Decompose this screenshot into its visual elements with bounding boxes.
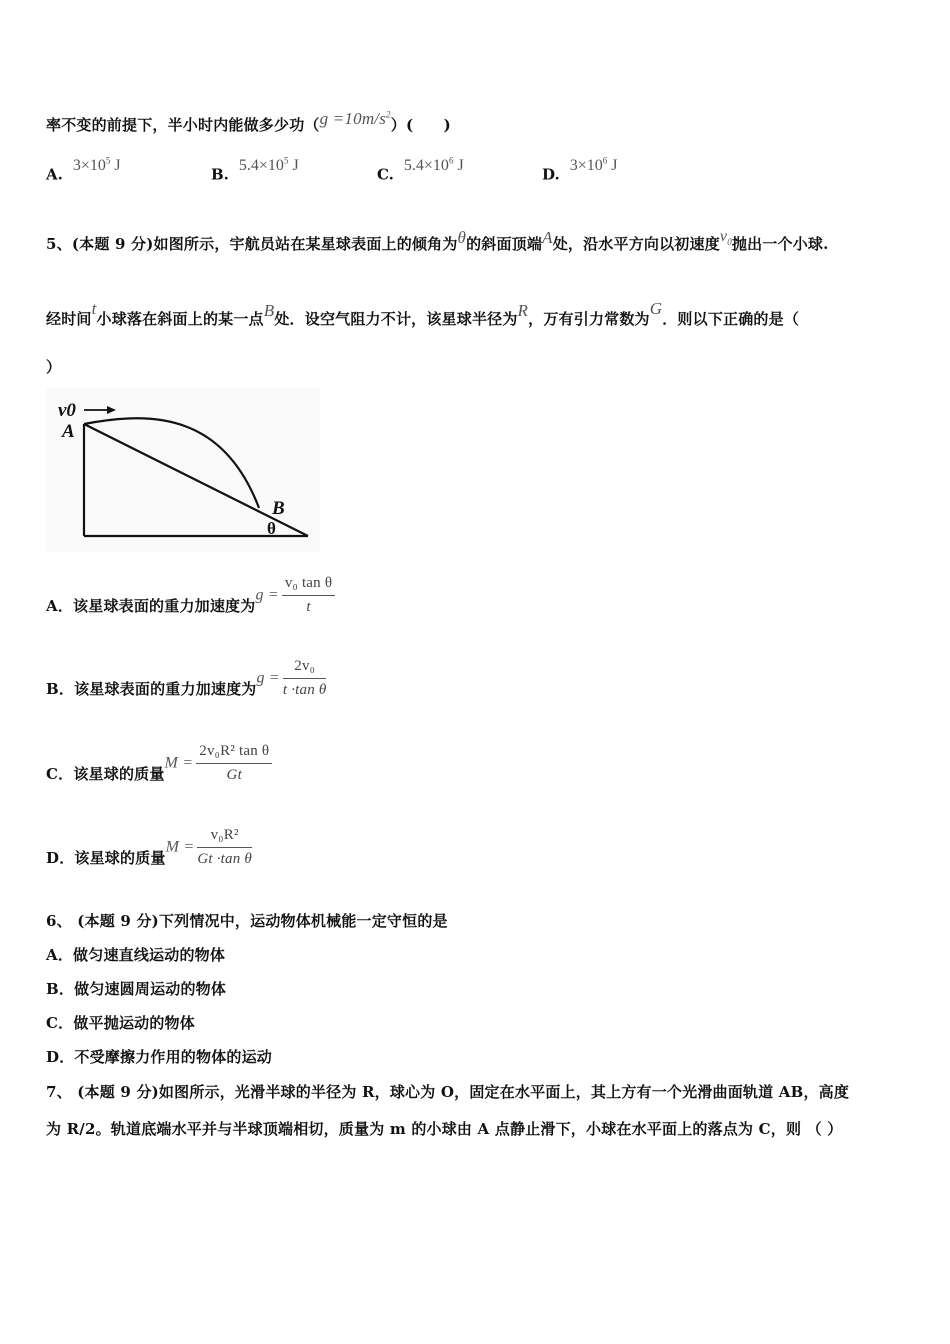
q5-option-a: A．该星球表面的重力加速度为g = $\frac{\text{v₀ tan θ}}{t}$ xyxy=(46,574,335,617)
q5-option-d: D．该星球的质量M = $\frac{\text{v₀R²}}{\text{Gt ·tan θ}}$ xyxy=(46,827,252,868)
incline-projectile-figure xyxy=(46,388,320,552)
theta-label: θ xyxy=(267,519,276,538)
q4-option-d: D. $3\times 10^6$ J xyxy=(542,156,618,184)
q4-option-c: C. $5.4\times 10^6$ J xyxy=(377,156,464,184)
figure-background xyxy=(46,388,320,552)
q6-stem: 6、 (本题 9 分)下列情况中，运动物体机械能一定守恒的是 xyxy=(46,912,448,930)
q4-option-b: B. $5.4\times 10^5$ J xyxy=(211,156,299,184)
q5-stem-line-1: 5、(本题 9 分)如图所示，宇航员站在某星球表面上的倾角为θ的斜面顶端A处，沿水平方向以初速度$v_0$抛出一个小球. xyxy=(46,228,829,253)
point-a-label: A xyxy=(62,421,75,442)
q4-tail: ）( ) xyxy=(390,116,451,134)
point-b-label: B xyxy=(272,498,285,519)
q5-stem-line-2: 经时间t小球落在斜面上的某一点B处．设空气阻力不计，该星球半径为R，万有引力常数为G．则以下正确的是（ xyxy=(46,299,800,328)
q5-option-c: C．该星球的质量M = $\frac{\text{2v₀R² tan θ}}{Gt}$ xyxy=(46,742,272,785)
q5-stem-line-3: ） xyxy=(46,358,62,376)
q7-stem-line-2: 为 R/2。轨道底端水平并与半球顶端相切，质量为 m 的小球由 A 点静止滑下，小球在水平面上的落点为 C，则 （ ） xyxy=(46,1120,843,1138)
q7-stem-line-1: 7、 (本题 9 分)如图所示，光滑半球的半径为 R，球心为 O，固定在水平面上，其上方有一个光滑曲面轨道 AB，高度 xyxy=(46,1083,850,1101)
question-4-continuation xyxy=(46,109,451,135)
q6-option-c: C．做平抛运动的物体 xyxy=(46,1014,195,1032)
q4-option-a: A. $3\times 10^5$ J xyxy=(46,156,121,184)
v0-label: v0 xyxy=(58,400,76,421)
q6-option-a: A．做匀速直线运动的物体 xyxy=(46,946,226,964)
q6-option-b: B．做匀速圆周运动的物体 xyxy=(46,980,227,998)
g-formula: $g =10m/s^2$ xyxy=(319,109,391,128)
q6-option-d: D．不受摩擦力作用的物体的运动 xyxy=(46,1048,273,1066)
q5-option-b: B．该星球表面的重力加速度为g = $\frac{\text{2v₀}}{\text{t ·tan θ}}$ xyxy=(46,658,327,699)
q4-text: 率不变的前提下，半小时内能做多少功（ xyxy=(46,116,320,134)
